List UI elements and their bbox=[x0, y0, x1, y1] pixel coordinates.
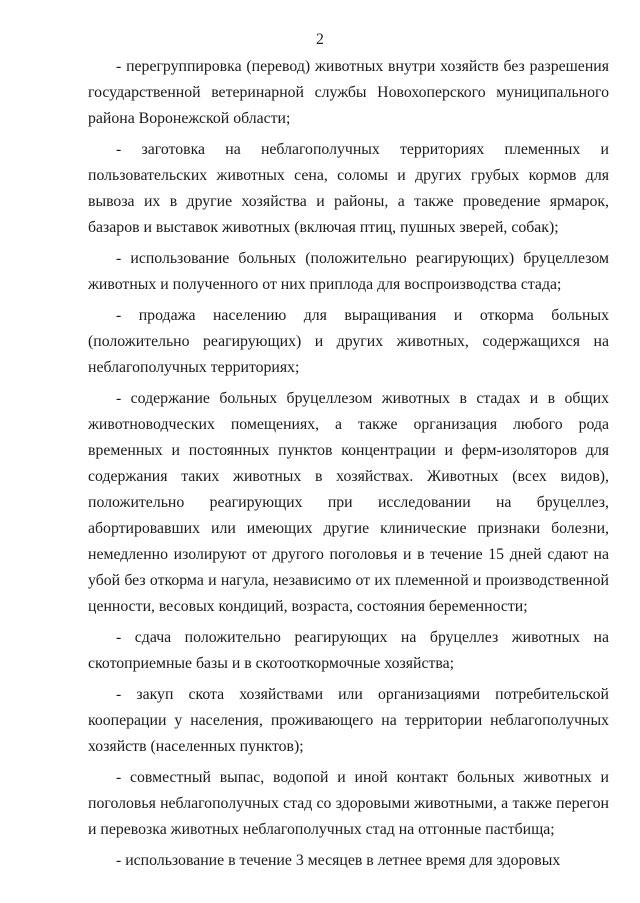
paragraph-summer-use: - использование в течение 3 месяцев в летнее время для здоровых bbox=[116, 852, 561, 869]
paragraph-sale-to-population: - продажа населению для выращивания и откорма больных (положительно реагирующих) и других животных, содержащихся на неблагополучных территориях; bbox=[88, 307, 609, 376]
paragraph-delivery-to-bases: - сдача положительно реагирующих на бруцеллез животных на скотоприемные базы и в скотооткормочные хозяйства; bbox=[88, 629, 609, 672]
paragraph-joint-grazing: - совместный выпас, водопой и иной контакт больных животных и поголовья неблагополучных стад со здоровыми животными, а также перегон и перевозка животных неблагополучных стад на отгонные пастбища; bbox=[88, 769, 609, 838]
paragraph-hay-procurement: - заготовка на неблагополучных территориях племенных и пользовательских животных сена, соломы и других грубых кормов для вывоза их в другие хозяйства и районы, а также проведение ярмарок, базаров и выставок животных (включая птиц, пушных зверей, собак); bbox=[88, 141, 609, 236]
page-number: 2 bbox=[316, 31, 324, 48]
paragraph-sick-animals-use: - использование больных (положительно реагирующих) бруцеллезом животных и полученного от них приплода для воспроизводства стада; bbox=[88, 250, 609, 293]
paragraph-keeping-sick-animals: - содержание больных бруцеллезом животных в стадах и в общих животноводческих помещениях, а также организация любого рода временных и постоянных пунктов концентрации и ферм-изоляторов для содержания таких животных в хозяйствах. Животных (всех видов), положительно реагирующих при исследовании на бруцеллез, абортировавших или имеющих другие клинические признаки болезни, немедленно изолируют от другого поголовья и в течение 15 дней сдают на убой без откорма и нагула, независимо от их племенной и производственной ценности, весовых кондиций, возраста, состояния беременности; bbox=[88, 390, 609, 615]
paragraph-regrouping: - перегруппировка (перевод) животных внутри хозяйств без разрешения государственной ветеринарной службы Новохоперского муниципального района Воронежской области; bbox=[88, 58, 609, 127]
paragraph-livestock-purchase: - закуп скота хозяйствами или организациями потребительской кооперации у населения, проживающего на территории неблагополучных хозяйств (населенных пунктов); bbox=[88, 686, 609, 755]
document-body bbox=[88, 54, 609, 874]
